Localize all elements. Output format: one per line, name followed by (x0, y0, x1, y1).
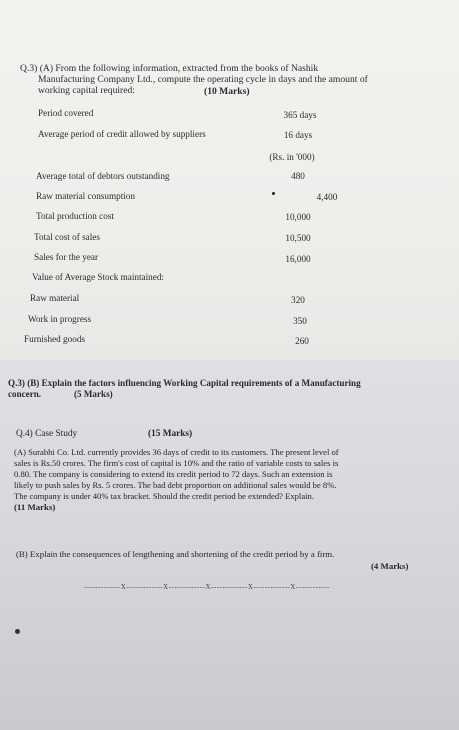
row-value: 260 (295, 336, 309, 346)
stock-heading: Value of Average Stock maintained: (32, 272, 164, 282)
q3a-line-1: Q.3) (A) From the following information, extracted from the books of Nashik (20, 63, 319, 74)
q4-marks: (15 Marks) (148, 429, 193, 439)
units-note: (Rs. in '000) (269, 152, 315, 162)
q4b-marks: (4 Marks) (371, 561, 409, 571)
row-label: Work in progress (28, 314, 92, 324)
row-value: 320 (291, 295, 305, 305)
row-value: 10,000 (285, 212, 311, 222)
row-label: Average total of debtors outstanding (36, 171, 170, 181)
row-label: Raw material consumption (36, 191, 135, 201)
row-label: Period covered (38, 108, 94, 118)
row-value: 16 days (283, 130, 313, 140)
q3a-line-3: working capital required: (38, 85, 135, 96)
q3b-line-2: concern. (8, 389, 42, 399)
q3b-line-1: Q.3) (B) Explain the factors influencing Working Capital requirements of a Manufacturing (8, 378, 361, 388)
row-label: Total production cost (36, 211, 114, 221)
row-value: 365 days (283, 110, 317, 120)
q4a-line-3: 0.80. The company is considering to extend its credit period to 72 days. Such an extension is (14, 469, 333, 479)
ink-dot (272, 192, 275, 195)
q3a-marks: (10 Marks) (204, 86, 250, 97)
row-label: Sales for the year (34, 252, 99, 262)
row-label: Raw material (30, 293, 80, 303)
q4b-line: (B) Explain the consequences of lengthening and shortening of the credit period by a firm. (16, 549, 335, 559)
q4a-line-4: likely to push sales by Rs. 5 crores. The bad debt proportion on additional sales would be 8%. (14, 480, 337, 490)
end-separator: -------------X-------------X-------------X-------------X-------------X------------ (84, 583, 330, 591)
q4a-line-1: (A) Surabhi Co. Ltd. currently provides 36 days of credit to its customers. The present level of (14, 447, 339, 457)
row-value: 480 (291, 171, 305, 181)
q4-heading: Q.4) Case Study (16, 429, 78, 439)
row-label: Furnished goods (24, 334, 85, 344)
row-label: Total cost of sales (34, 232, 100, 242)
q4a-line-5: The company is under 40% tax bracket. Should the credit period be extended? Explain. (14, 491, 314, 501)
paper-lower-section (0, 360, 459, 730)
row-value: 10,500 (285, 233, 311, 243)
ink-dot (15, 629, 20, 634)
q3a-line-2: Manufacturing Company Ltd., compute the operating cycle in days and the amount of (38, 74, 368, 85)
row-label: Average period of credit allowed by suppliers (38, 129, 206, 139)
q4a-line-2: sales is Rs.50 crores. The firm's cost of capital is 10% and the ratio of variable costs to sales is (14, 458, 339, 468)
row-value: 350 (293, 316, 307, 326)
row-value: 4,400 (316, 192, 338, 202)
q3b-marks: (5 Marks) (74, 389, 113, 399)
row-value: 16,000 (285, 254, 311, 264)
q4a-marks: (11 Marks) (14, 502, 56, 512)
